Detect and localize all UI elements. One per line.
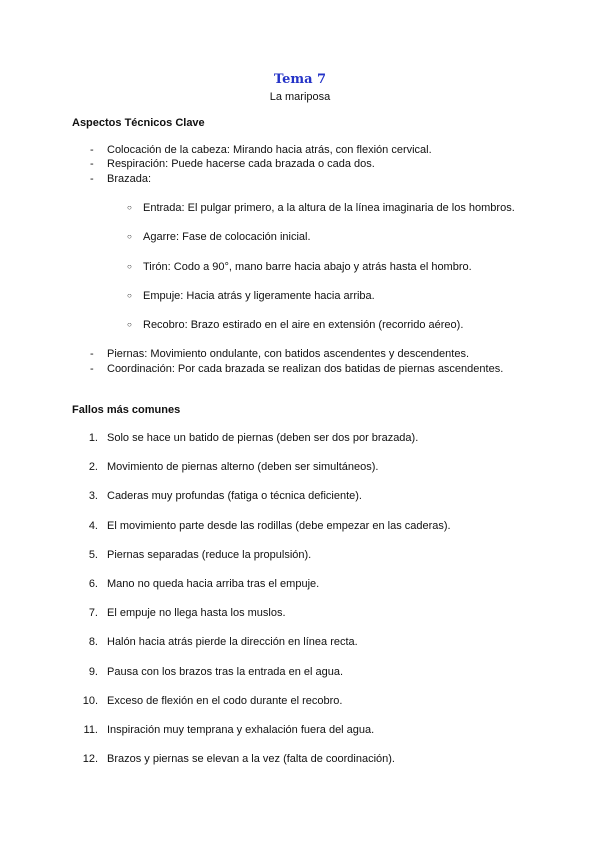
item-number: 7. xyxy=(88,607,98,620)
item-number: 11. xyxy=(83,724,98,736)
circle-bullet-icon: ○ xyxy=(127,203,132,212)
sub-list-item-text: Tirón: Codo a 90°, mano barre hacia abajo y atrás hasta el hombro. xyxy=(143,261,472,273)
item-text: Movimiento de piernas alterno (deben ser simultáneos). xyxy=(107,461,379,474)
item-text: Brazos y piernas se elevan a la vez (falta de coordinación). xyxy=(107,753,395,766)
item-number: 4. xyxy=(88,519,98,532)
dash-bullet: - xyxy=(90,363,94,375)
circle-bullet-icon: ○ xyxy=(127,232,132,241)
item-number: 3. xyxy=(88,490,98,503)
item-text: Piernas separadas (reduce la propulsión). xyxy=(107,548,312,561)
sub-list-item-text: Empuje: Hacia atrás y ligeramente hacia arriba. xyxy=(143,290,375,302)
item-number: 6. xyxy=(88,578,98,590)
list-item-text: Respiración: Puede hacerse cada brazada o cada dos. xyxy=(107,158,375,170)
sub-list-item-text: Entrada: El pulgar primero, a la altura de la línea imaginaria de los hombros. xyxy=(143,202,515,214)
page-subtitle: La mariposa xyxy=(269,91,331,103)
sub-list-item-text: Recobro: Brazo estirado en el aire en extensión (recorrido aéreo). xyxy=(143,319,464,331)
item-text: Halón hacia atrás pierde la dirección en línea recta. xyxy=(107,636,358,649)
item-text: Inspiración muy temprana y exhalación fuera del agua. xyxy=(107,724,375,736)
item-number: 1. xyxy=(88,432,98,444)
item-text: Caderas muy profundas (fatiga o técnica deficiente). xyxy=(107,490,362,503)
dash-bullet: - xyxy=(90,158,94,170)
dash-bullet: - xyxy=(90,173,94,185)
circle-bullet-icon: ○ xyxy=(127,320,132,329)
list-item-text: Coordinación: Por cada brazada se realizan dos batidas de piernas ascendentes. xyxy=(107,363,504,375)
list-item-text: Piernas: Movimiento ondulante, con batidos ascendentes y descendentes. xyxy=(107,348,470,360)
item-text: El empuje no llega hasta los muslos. xyxy=(107,607,286,620)
item-text: Pausa con los brazos tras la entrada en el agua. xyxy=(107,665,344,678)
item-number: 5. xyxy=(88,548,98,561)
sub-list-item-text: Agarre: Fase de colocación inicial. xyxy=(143,231,311,243)
item-number: 12. xyxy=(82,753,98,766)
section-heading-technical: Aspectos Técnicos Clave xyxy=(72,117,205,129)
section-heading-common-mistakes: Fallos más comunes xyxy=(72,404,181,416)
item-text: El movimiento parte desde las rodillas (debe empezar en las caderas). xyxy=(107,519,451,532)
list-item-text: Brazada: xyxy=(107,173,152,185)
item-number: 10. xyxy=(82,694,98,707)
item-number: 8. xyxy=(88,636,98,649)
dash-bullet: - xyxy=(90,348,94,360)
item-text: Solo se hace un batido de piernas (deben ser dos por brazada). xyxy=(107,432,419,444)
item-number: 2. xyxy=(88,461,98,474)
list-item-text: Colocación de la cabeza: Mirando hacia atrás, con flexión cervical. xyxy=(107,144,432,156)
circle-bullet-icon: ○ xyxy=(127,291,132,300)
item-text: Mano no queda hacia arriba tras el empuje. xyxy=(107,578,320,590)
dash-bullet: - xyxy=(90,144,94,156)
item-number: 9. xyxy=(88,665,98,678)
item-text: Exceso de flexión en el codo durante el recobro. xyxy=(107,694,343,707)
page-title: Tema 7 xyxy=(273,72,327,87)
circle-bullet-icon: ○ xyxy=(127,262,132,271)
